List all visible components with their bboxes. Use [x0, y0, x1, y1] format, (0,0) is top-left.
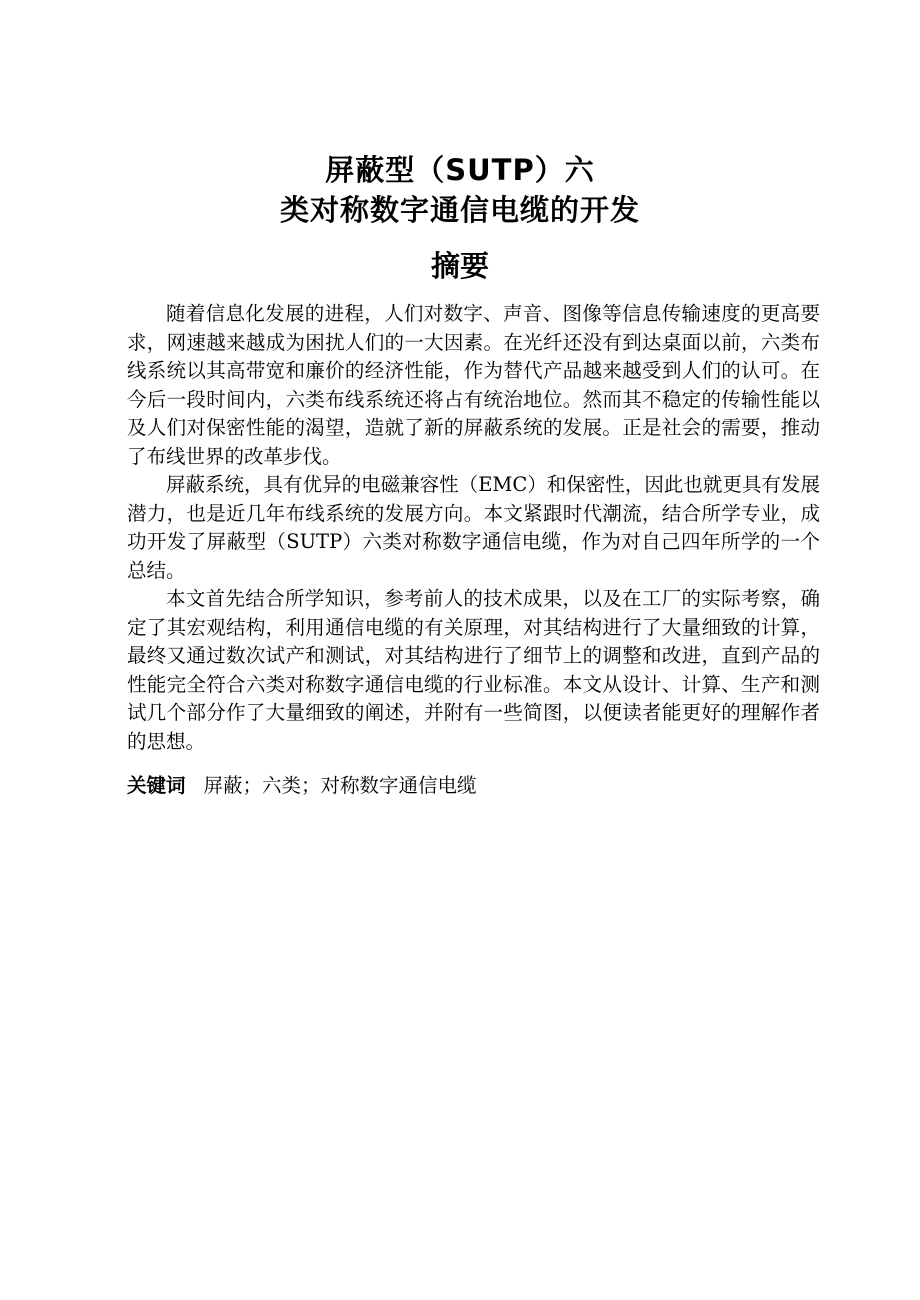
abstract-heading: 摘要	[430, 249, 489, 283]
document-title	[0, 150, 920, 230]
keywords-line	[127, 772, 820, 800]
title-line-1: 屏蔽型（SUTP）六	[325, 153, 595, 187]
abstract-body	[127, 300, 820, 756]
keywords-text: 屏蔽；六类；对称数字通信电缆	[203, 774, 477, 797]
abstract-paragraph-2: 屏蔽系统，具有优异的电磁兼容性（EMC）和保密性，因此也就更具有发展潜力，也是近几年布线系统的发展方向。本文紧跟时代潮流，结合所学专业，成功开发了屏蔽型（SUTP）六类对称数字通信电缆，作为对自己四年所学的一个总结。	[127, 473, 820, 582]
abstract-paragraph-3: 本文首先结合所学知识，参考前人的技术成果，以及在工厂的实际考察，确定了其宏观结构，利用通信电缆的有关原理，对其结构进行了大量细致的计算，最终又通过数次试产和测试，对其结构进行了细节上的调整和改进，直到产品的性能完全符合六类对称数字通信电缆的行业标准。本文从设计、计算、生产和测试几个部分作了大量细致的阐述，并附有一些简图，以便读者能更好的理解作者的思想。	[127, 587, 820, 753]
abstract-paragraph-1: 随着信息化发展的进程，人们对数字、声音、图像等信息传输速度的更高要求，网速越来越成为困扰人们的一大因素。在光纤还没有到达桌面以前，六类布线系统以其高带宽和廉价的经济性能，作为替代产品越来越受到人们的认可。在今后一段时间内，六类布线系统还将占有统治地位。然而其不稳定的传输性能以及人们对保密性能的渴望，造就了新的屏蔽系统的发展。正是社会的需要，推动了布线世界的改革步伐。	[127, 302, 820, 468]
keywords-label: 关键词	[127, 774, 186, 797]
title-line-2: 类对称数字通信电缆的开发	[279, 193, 640, 227]
